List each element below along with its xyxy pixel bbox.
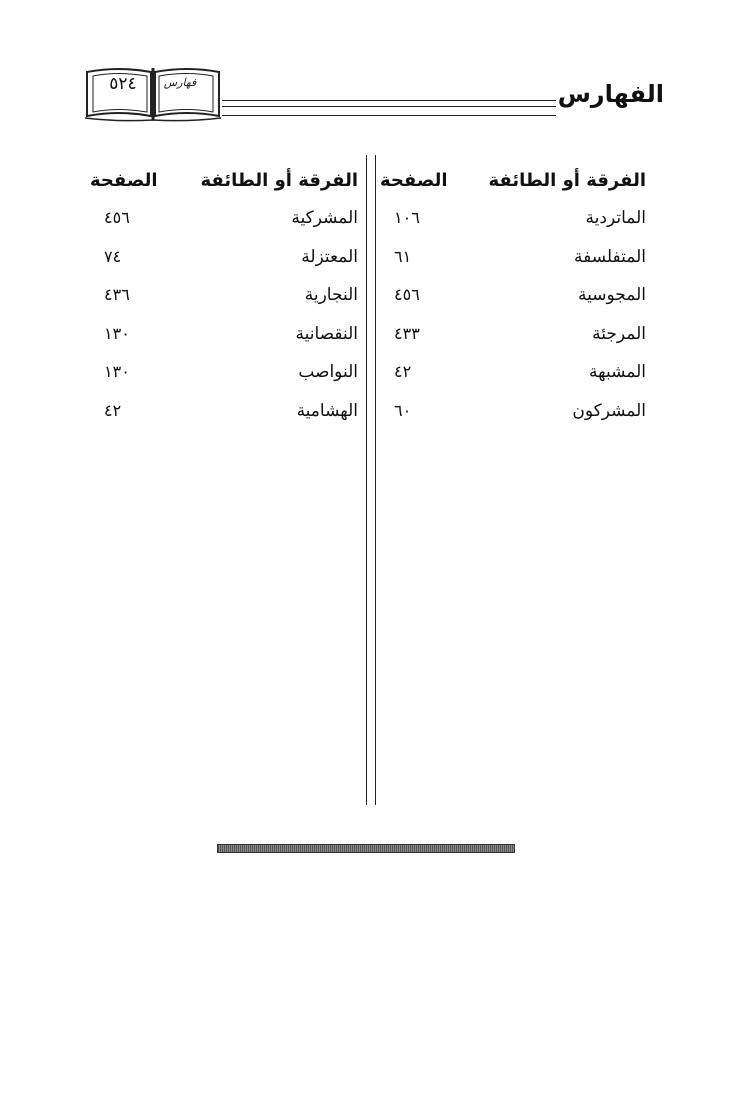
table-row: [90, 204, 362, 243]
page-number: ٥٢٤: [109, 74, 137, 94]
page-ref: ٤٥٦: [394, 285, 420, 304]
sect-name: المشبهة: [589, 362, 646, 382]
table-row: [380, 281, 650, 320]
index-column-left: [90, 170, 362, 435]
table-row: [90, 281, 362, 320]
page-ref: ٤٣٣: [394, 323, 420, 343]
sect-name: النقصانية: [295, 323, 358, 344]
header-rule: [222, 100, 556, 116]
page-ref: ٤٥٦: [104, 208, 130, 227]
page-ref: ٤٢: [394, 362, 412, 381]
sect-name: المشركية: [291, 208, 358, 228]
running-title: الفهارس: [557, 80, 664, 108]
column-header: [380, 170, 650, 204]
index-column-right: [380, 170, 650, 435]
open-book-emblem: [83, 64, 223, 124]
column-divider: [366, 155, 376, 805]
table-row: [380, 243, 650, 282]
page-ref: ٤٣٦: [104, 285, 130, 304]
table-row: [380, 358, 650, 397]
table-row: [90, 397, 362, 436]
table-row: [90, 358, 362, 397]
sect-name: المرجئة: [592, 323, 646, 344]
table-row: [90, 243, 362, 282]
header-sect-name: الفرقة أو الطائفة: [200, 170, 358, 191]
header-page: الصفحة: [90, 170, 158, 191]
page-ref: ٧٤: [104, 246, 122, 266]
header-sect-name: الفرقة أو الطائفة: [488, 170, 646, 191]
page-ref: ٤٢: [104, 400, 122, 420]
sect-name: المتفلسفة: [574, 246, 646, 267]
page-ref: ١٣٠: [104, 323, 130, 343]
table-row: [90, 320, 362, 359]
table-row: [380, 397, 650, 436]
column-header: [90, 170, 362, 204]
page-ref: ١٣٠: [104, 362, 130, 381]
header-page: الصفحة: [380, 170, 448, 191]
sect-name: النجارية: [304, 285, 358, 305]
sect-name: الهشامية: [296, 400, 358, 421]
sect-name: المشركون: [572, 400, 646, 421]
sect-name: الماتردية: [585, 208, 646, 228]
page-ref: ٦١: [394, 246, 412, 266]
open-book-icon: [83, 64, 223, 124]
page-ref: ١٠٦: [394, 208, 420, 227]
bottom-rule: [217, 844, 515, 853]
table-row: [380, 320, 650, 359]
page-ref: ٦٠: [394, 400, 412, 420]
sect-name: المعتزلة: [301, 246, 358, 267]
emblem-calligraphy: فهارس: [163, 76, 197, 89]
sect-name: المجوسية: [578, 285, 646, 305]
sect-name: النواصب: [298, 362, 358, 382]
table-row: [380, 204, 650, 243]
